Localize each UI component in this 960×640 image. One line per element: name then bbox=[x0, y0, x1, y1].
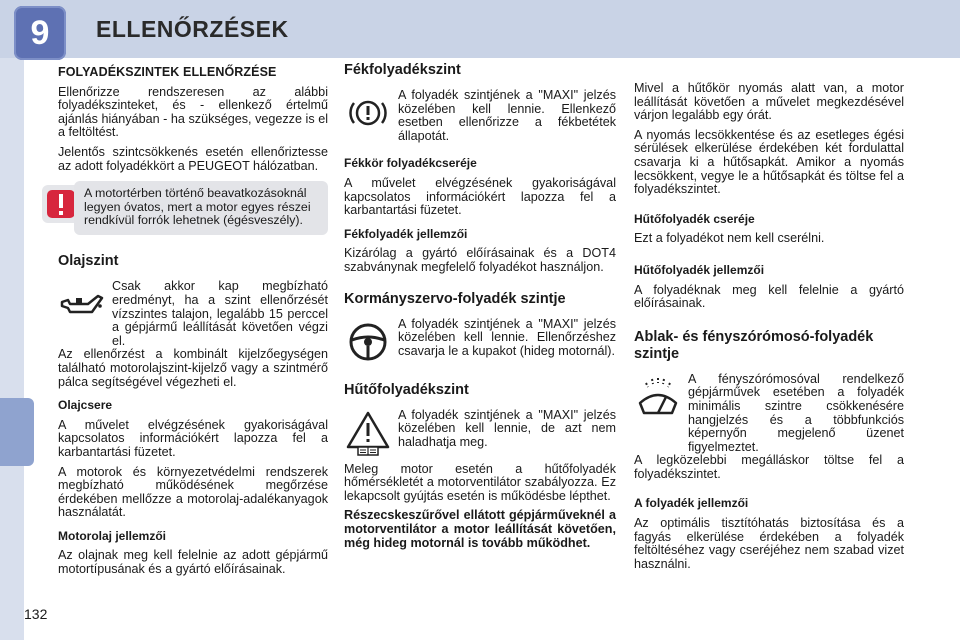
intro-paragraph: Ellenőrizze rendszeresen az alábbi folyadékszinteket, és - ellenkező értelmű ajánlás hiányában - ha szükséges, vegezze is el a feltöltést. bbox=[58, 84, 328, 140]
motorolaj-paragraph: Az olajnak meg kell felelnie az adott gépjármű motortípusának és a gyártó előírásainak. bbox=[58, 548, 328, 577]
washer-fluid-icon bbox=[634, 373, 682, 421]
ablakmoso-paragraph: A legközelebbi megálláskor töltse fel a folyadékszintet. bbox=[634, 453, 904, 481]
olajszint-paragraph: Az ellenőrzést a kombinált kijelzőegységen található motorolajszint-kijelző vagy a szintmérő pálca segítségével végezheti el. bbox=[58, 347, 328, 389]
olajszint-title: Olajszint bbox=[58, 253, 119, 270]
ablakmoso-text: A fényszórómosóval rendelkező gépjárművek esetében a folyadék minimális szintre csökkenésére hangjelzés és a többfunkciós képernyőn megjelenő üzenet figyelmeztet. bbox=[688, 371, 904, 454]
kormanyszervo-text: A folyadék szintjének a "MAXI" jelzés közelében kell lennie. Ellenőrzéshez csavarja le a kupakot (hideg motornál). bbox=[398, 316, 616, 358]
brake-warning-icon bbox=[344, 89, 392, 137]
hutokor-paragraph: Mivel a hűtőkör nyomás alatt van, a motor leállítását követően a művelet megkezdésével várjon legalább egy órát. bbox=[634, 81, 904, 123]
hutofolyadek-block bbox=[344, 409, 616, 457]
chapter-number: 9 bbox=[14, 6, 66, 60]
fekfolyadek-title: Fékfolyadékszint bbox=[344, 62, 461, 78]
page-number: 132 bbox=[24, 606, 48, 622]
warning-box bbox=[74, 181, 328, 235]
column-left bbox=[58, 66, 328, 583]
fekjellemzok-paragraph: Kizárólag a gyártó előírásainak és a DOT4 szabványnak megfelelő folyadékot használjon. bbox=[344, 246, 616, 274]
chapter-side-tab bbox=[0, 398, 34, 466]
section-heading: FOLYADÉKSZINTEK ELLENŐRZÉSE bbox=[58, 65, 277, 79]
hutocsere-paragraph: Ezt a folyadékot nem kell cserélni. bbox=[634, 231, 825, 246]
olajcsere-paragraph: A művelet elvégzésének gyakoriságával kapcsolatos információkért lapozza fel a karbantartási füzetet. bbox=[58, 417, 328, 459]
column-middle bbox=[344, 62, 616, 556]
fekfolyadek-text: A folyadék szintjének a "MAXI" jelzés közelében kell lennie. Ellenkező esetben ellenőrizze a fékbetétek állapotát. bbox=[398, 88, 616, 143]
fekkor-paragraph: A művelet elvégzésének gyakoriságával kapcsolatos információkért lapozza fel a karbantartási füzetet. bbox=[344, 175, 616, 218]
ablakmoso-block bbox=[634, 373, 904, 455]
column-right bbox=[634, 82, 904, 577]
hutokor-paragraph-2: A nyomás lecsökkentése és az esetleges égési sérülések elkerülése érdekében két fordulattal csavarja ki a hűtősapkát. Amikor a nyomás lecsökkent, vegye le a hűtősapkát és töltse fel a folyadékszintet. bbox=[634, 127, 904, 197]
hutofolyadek-text: A folyadék szintjének a "MAXI" jelzés közelében kell lennie, de azt nem haladhatja meg. bbox=[398, 407, 616, 449]
kormanyszervo-block bbox=[344, 318, 616, 366]
caution-manual-icon bbox=[344, 409, 392, 457]
ablakjellemzok-paragraph: Az optimális tisztítóhatás biztosítása és a fagyás elkerülése érdekében a folyadék feltöltéséhez vagy cseréjéhez nem szabad vizet használni. bbox=[634, 516, 904, 571]
olajszint-block bbox=[58, 280, 328, 348]
olajcsere-title: Olajcsere bbox=[58, 398, 113, 413]
hutocsere-title: Hűtőfolyadék cseréje bbox=[634, 211, 755, 226]
fekkor-title: Fékkör folyadékcseréje bbox=[344, 156, 477, 171]
ablakmoso-title: Ablak- és fényszórómosó-folyadék szintje bbox=[634, 328, 874, 362]
page-title: ELLENŐRZÉSEK bbox=[96, 16, 289, 42]
olajszint-text: Csak akkor kap megbízható eredményt, ha a szint ellenőrzését vízszintes talajon, legalább 15 perccel a gépjármű leállítását követően végzi el. bbox=[112, 279, 328, 348]
ablakjellemzok-title: A folyadék jellemzői bbox=[634, 496, 749, 511]
hutojellemzok-title: Hűtőfolyadék jellemzői bbox=[634, 262, 765, 277]
oil-can-icon bbox=[58, 280, 106, 328]
fekfolyadek-block bbox=[344, 89, 616, 143]
side-margin bbox=[0, 58, 24, 640]
hutofolyadek-bold-paragraph: Részecskeszűrővel ellátott gépjárműveknél a motorventilátor a motor leállítását követően, még hideg motornál is tovább működhet. bbox=[344, 508, 616, 550]
warning-text: A motortérben történő beavatkozásoknál legyen óvatos, mert a motor egyes részei rendkívül forrók lehetnek (égésveszély). bbox=[84, 186, 311, 227]
intro-paragraph-2: Jelentős szintcsökkenés esetén ellenőriztesse az adott folyadékkört a PEUGEOT hálózatban. bbox=[58, 144, 328, 173]
motorolaj-title: Motorolaj jellemzői bbox=[58, 528, 167, 543]
steering-wheel-icon bbox=[344, 318, 392, 366]
olajcsere-paragraph-2: A motorok és környezetvédelmi rendszerek megbízható működésének megőrzése érdekében mellőzze a motorolaj-adalékanyagok használatát. bbox=[58, 464, 328, 520]
hutofolyadek-paragraph: Meleg motor esetén a hűtőfolyadék hőmérsékletét a motorventilátor szabályozza. Ez lekapcsolt gyújtás esetén is működésbe lépthet. bbox=[344, 461, 616, 503]
kormanyszervo-title: Kormányszervo-folyadék szintje bbox=[344, 290, 566, 307]
fekjellemzok-title: Fékfolyadék jellemzői bbox=[344, 226, 468, 241]
hutofolyadek-title: Hűtőfolyadékszint bbox=[344, 381, 469, 398]
hutojellemzok-paragraph: A folyadéknak meg kell felelnie a gyártó előírásainak. bbox=[634, 282, 904, 311]
